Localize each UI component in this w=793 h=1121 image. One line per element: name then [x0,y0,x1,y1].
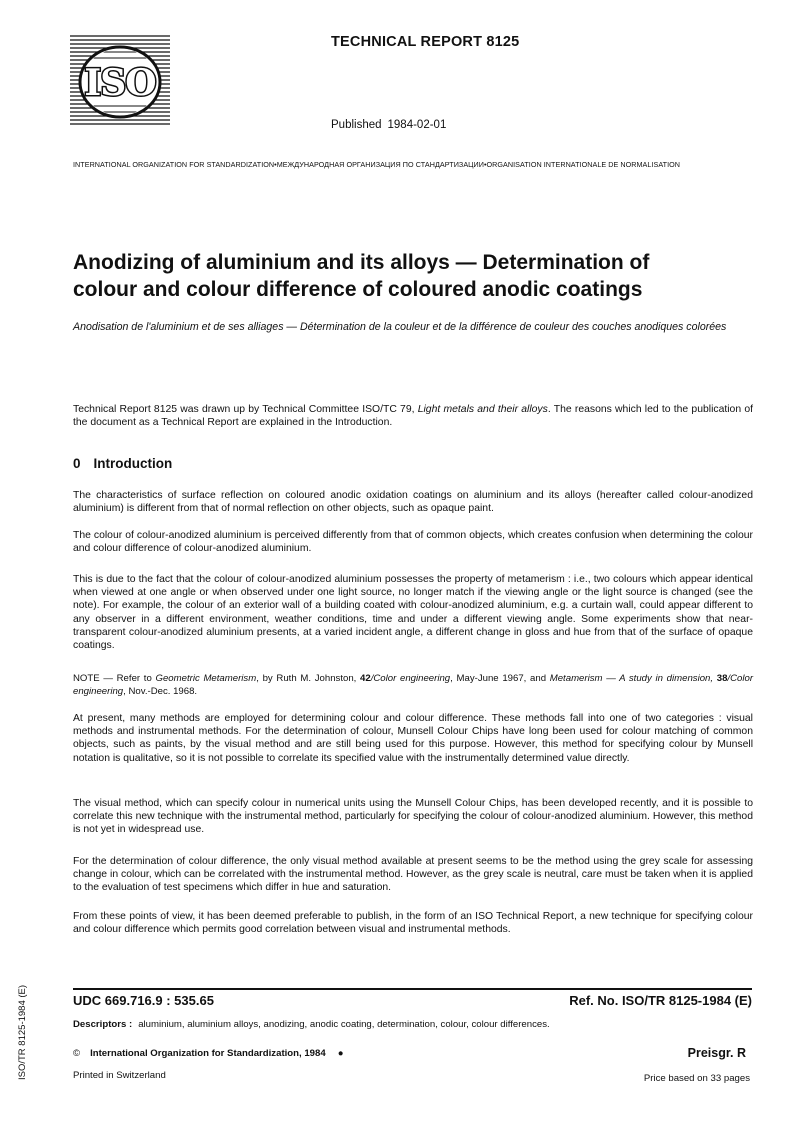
note-volume-1: 42 [360,673,371,684]
printed-in: Printed in Switzerland [73,1070,166,1081]
bullet-icon: ● [337,1048,344,1059]
foreword-text-end: . The reasons which led to the publication of the document as a Technical Report are explained in the Introduction. [73,404,753,429]
foreword-text: Technical Report 8125 was drawn up by Technical Committee ISO/TC 79, [73,404,418,415]
published-date: 1984-02-01 [387,119,447,131]
descriptors-list: aluminium, aluminium alloys, anodizing, anodic coating, determination, colour, colour differences. [138,1019,550,1030]
foreword-paragraph [73,403,753,429]
note-title-1: Geometric Metamerism [155,673,257,684]
note-text-2: , May-June 1967, and [450,673,550,684]
organization-line: INTERNATIONAL ORGANIZATION FOR STANDARDIZATION•МЕЖДУНАРОДНАЯ ОРГАНИЗАЦИЯ ПО СТАНДАРТИЗАЦИИ•ORGANISATION INTERNATIONALE DE NORMALISATION [73,160,681,169]
foreword-committee-name: Light metals and their alloys [417,404,548,415]
section-heading [73,456,172,471]
side-document-code: ISO/TR 8125-1984 (E) [17,984,28,1080]
note-volume-2: 38 [716,673,728,684]
section-title: Introduction [93,456,173,471]
note-text-end: , Nov.-Dec. 1968. [123,686,198,698]
note-journal-2: /Color engineering [73,673,754,698]
descriptors-label: Descriptors : [73,1019,133,1030]
published-line [331,119,446,131]
paragraph-4: At present, many methods are employed for determining colour and colour difference. These methods fall into one of two categories : visual methods and instrumental methods. For the determination of colour, Munsell Colour Chips have long been used for colour matching of common objects, such as paints, by the visual method and are still being used for this purpose. However, this method for specifying colour by Munsell notation is qualitative, so it is not possible to correlate its specified value with the instrumentally determined value directly. [73,713,753,764]
copyright-text: International Organization for Standardization, 1984 [90,1048,326,1059]
footer-divider [73,988,752,990]
title-line-2: colour and colour difference of coloured anodic coatings [73,278,643,301]
report-title: TECHNICAL REPORT 8125 [331,34,520,50]
reference-number: Ref. No. ISO/TR 8125-1984 (E) [569,993,752,1008]
published-label: Published [331,119,382,131]
french-title: Anodisation de l'aluminium et de ses alliages — Détermination de la couleur et de la différence de couleur des couches anodiques colorées [73,321,727,333]
iso-logo [70,33,170,126]
copyright-icon: © [73,1048,81,1059]
paragraph-2: The colour of colour-anodized aluminium is perceived differently from that of common objects, which creates confusion when determining the colour and colour difference of colour-anodized aluminium. [73,530,753,555]
note-title-2: Metamerism — A study in dimension, [549,673,717,684]
price-note: Price based on 33 pages [643,1073,750,1084]
paragraph-3: This is due to the fact that the colour of colour-anodized aluminium possesses the property of metamerism : i.e., two colours which appear identical when viewed at one angle or when observed under one light source, no longer match if the viewing angle or the light source is changed (see the note). For example, the colour of an exterior wall of a building coated with colour-anodized aluminium, e.g. a curtain wall, could appear different to any observer in a different environment, weather conditions, time and under a different viewing angle. Some experiments show that near-transparent colour-anodized aluminium presents, at a varied incident angle, a different change in gloss and hue from that of the surface of opaque coatings. [73,574,753,652]
udc-code: UDC 669.716.9 : 535.65 [73,993,214,1008]
section-number: 0 [73,456,81,471]
paragraph-1: The characteristics of surface reflection on coloured anodic oxidation coatings on aluminium and its alloys (hereafter called colour-anodized aluminium) is different from that of normal reflection on other objects, such as opaque paint. [73,490,753,515]
paragraph-5: The visual method, which can specify colour in numerical units using the Munsell Colour Chips, has been developed recently, and it is possible to correlate this new technique with the instrumental method, particularly for specifying the colour of colour-anodized aluminium. However, this method is not yet in widespread use. [73,798,753,836]
document-title [73,249,763,303]
paragraph-6: For the determination of colour difference, the only visual method available at present seems to be the method using the grey scale for assessing change in colour, which can be correlated with the instrumental method. However, as the grey scale is neutral, care must be taken when it is applied to the evaluation of test specimens which differ in hue and saturation. [73,856,753,894]
note-paragraph [73,672,753,698]
paragraph-7: From these points of view, it has been deemed preferable to publish, in the form of an ISO Technical Report, a new technique for specifying colour and colour difference which permits good correlation between visual and instrumental methods. [73,911,753,936]
note-text-1: , by Ruth M. Johnston, [256,673,361,684]
note-journal-1: /Color engineering [370,673,451,684]
copyright-line [73,1048,344,1059]
title-line-1: Anodizing of aluminium and its alloys — Determination of [73,251,650,274]
price-group: Preisgr. R [687,1046,746,1060]
note-prefix: NOTE — Refer to [73,673,156,684]
svg-text:ISO: ISO [84,62,156,104]
descriptors [73,1019,550,1030]
